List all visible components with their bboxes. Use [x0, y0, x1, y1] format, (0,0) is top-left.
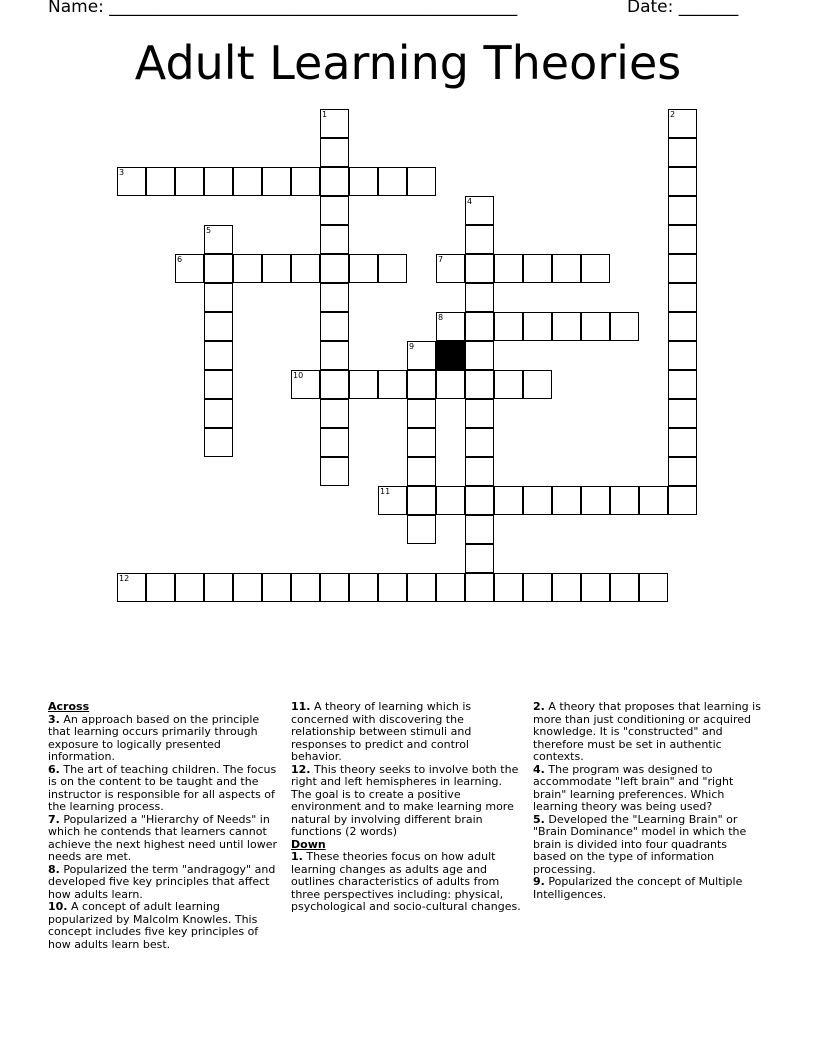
grid-cell[interactable]	[465, 457, 494, 486]
clues-column-3	[533, 701, 763, 901]
grid-cell[interactable]	[262, 573, 291, 602]
grid-cell[interactable]	[581, 312, 610, 341]
grid-cell[interactable]	[407, 341, 436, 370]
grid-cell[interactable]	[117, 573, 146, 602]
grid-cell[interactable]	[494, 370, 523, 399]
grid-cell[interactable]	[320, 254, 349, 283]
grid-cell[interactable]	[204, 225, 233, 254]
grid-cell[interactable]	[523, 312, 552, 341]
grid-cell[interactable]	[668, 312, 697, 341]
grid-cell[interactable]	[436, 370, 465, 399]
grid-cell[interactable]	[204, 167, 233, 196]
grid-cell[interactable]	[552, 312, 581, 341]
grid-cell[interactable]	[407, 515, 436, 544]
grid-cell[interactable]	[378, 254, 407, 283]
grid-cell[interactable]	[639, 573, 668, 602]
grid-cell[interactable]	[465, 573, 494, 602]
grid-cell[interactable]	[349, 167, 378, 196]
clue-number: 11	[380, 487, 391, 496]
grid-cell[interactable]	[523, 486, 552, 515]
grid-cell[interactable]	[175, 167, 204, 196]
grid-cell[interactable]	[233, 167, 262, 196]
grid-cell[interactable]	[668, 370, 697, 399]
clue-across-11: 11. A theory of learning which is concerned with discovering the relationship between stimuli and responses to predict and control behavior.	[291, 700, 472, 763]
grid-cell[interactable]	[349, 573, 378, 602]
grid-cell[interactable]	[378, 370, 407, 399]
clue-number: 2	[670, 110, 676, 119]
grid-cell[interactable]	[320, 573, 349, 602]
grid-cell[interactable]	[407, 486, 436, 515]
grid-cell[interactable]	[465, 254, 494, 283]
grid-cell[interactable]	[668, 109, 697, 138]
grid-cell[interactable]	[349, 370, 378, 399]
grid-cell[interactable]	[291, 370, 320, 399]
grid-cell[interactable]	[320, 167, 349, 196]
grid-cell[interactable]	[523, 573, 552, 602]
grid-cell[interactable]	[204, 370, 233, 399]
grid-cell[interactable]	[291, 167, 320, 196]
grid-cell[interactable]	[233, 573, 262, 602]
grid-cell[interactable]	[175, 573, 204, 602]
grid-cell[interactable]	[668, 341, 697, 370]
grid-cell[interactable]	[407, 428, 436, 457]
grid-cell[interactable]	[407, 167, 436, 196]
grid-cell[interactable]	[581, 254, 610, 283]
grid-cell[interactable]	[465, 196, 494, 225]
grid-cell[interactable]	[262, 167, 291, 196]
grid-cell[interactable]	[204, 312, 233, 341]
grid-cell[interactable]	[668, 196, 697, 225]
down-heading: Down	[291, 837, 326, 851]
grid-cell[interactable]	[668, 457, 697, 486]
grid-cell[interactable]	[610, 312, 639, 341]
clue-number: 8	[438, 313, 444, 322]
grid-cell[interactable]	[407, 573, 436, 602]
grid-cell[interactable]	[668, 486, 697, 515]
grid-cell[interactable]	[668, 399, 697, 428]
grid-cell[interactable]	[610, 573, 639, 602]
clues-column-2	[291, 701, 521, 914]
grid-cell[interactable]	[320, 341, 349, 370]
grid-cell[interactable]	[320, 109, 349, 138]
grid-cell[interactable]	[204, 399, 233, 428]
grid-cell[interactable]	[117, 167, 146, 196]
grid-cell[interactable]	[465, 341, 494, 370]
grid-cell[interactable]	[320, 138, 349, 167]
clue-across-7: 7. Popularized a "Hierarchy of Needs" in which he contends that learners cannot achieve the next highest need until lower needs are met.	[48, 812, 277, 863]
grid-cell[interactable]	[465, 225, 494, 254]
grid-cell[interactable]	[436, 254, 465, 283]
grid-cell[interactable]	[291, 254, 320, 283]
across-heading: Across	[48, 700, 90, 713]
grid-cell[interactable]	[668, 225, 697, 254]
grid-cell[interactable]	[494, 312, 523, 341]
date-line: Date: _______	[627, 0, 739, 17]
grid-cell[interactable]	[668, 167, 697, 196]
grid-cell[interactable]	[610, 486, 639, 515]
grid-cell[interactable]	[407, 399, 436, 428]
grid-cell[interactable]	[378, 167, 407, 196]
grid-cell[interactable]	[465, 399, 494, 428]
name-line: Name: ________________________________________________	[48, 0, 518, 17]
grid-cell[interactable]	[291, 573, 320, 602]
blocked-cell	[436, 341, 465, 370]
grid-cell[interactable]	[639, 486, 668, 515]
grid-cell[interactable]	[465, 486, 494, 515]
grid-cell[interactable]	[320, 196, 349, 225]
grid-cell[interactable]	[436, 486, 465, 515]
clue-number: 5	[206, 226, 212, 235]
grid-cell[interactable]	[523, 370, 552, 399]
clue-down-2: 2. A theory that proposes that learning is more than just conditioning or acquired knowledge. It is "constructed" and therefore must be set in authentic contexts.	[533, 700, 761, 763]
grid-cell[interactable]	[523, 254, 552, 283]
grid-cell[interactable]	[146, 573, 175, 602]
grid-cell[interactable]	[204, 283, 233, 312]
grid-cell[interactable]	[465, 428, 494, 457]
grid-cell[interactable]	[494, 254, 523, 283]
grid-cell[interactable]	[465, 515, 494, 544]
grid-cell[interactable]	[552, 254, 581, 283]
clue-number: 10	[293, 371, 304, 380]
grid-cell[interactable]	[581, 486, 610, 515]
grid-cell[interactable]	[262, 254, 291, 283]
grid-cell[interactable]	[320, 283, 349, 312]
clue-number: 9	[409, 342, 415, 351]
clue-down-9: 9. Popularized the concept of Multiple Intelligences.	[533, 875, 743, 901]
clue-down-1: 1. These theories focus on how adult learning changes as adults age and outlines characteristics of adults from three perspectives including: physical, psychological and socio-cultural changes.	[291, 850, 521, 913]
clue-across-8: 8. Popularized the term "andragogy" and developed five key principles that affect how adults learn.	[48, 862, 276, 901]
grid-cell[interactable]	[668, 138, 697, 167]
clues-column-1	[48, 701, 278, 951]
grid-cell[interactable]	[465, 544, 494, 573]
grid-cell[interactable]	[465, 283, 494, 312]
clue-number: 3	[119, 168, 125, 177]
grid-cell[interactable]	[494, 486, 523, 515]
clue-number: 6	[177, 255, 183, 264]
grid-cell[interactable]	[436, 312, 465, 341]
clue-across-10: 10. A concept of adult learning popularized by Malcolm Knowles. This concept includes five key principles of how adults learn best.	[48, 900, 259, 951]
grid-cell[interactable]	[204, 341, 233, 370]
grid-cell[interactable]	[552, 486, 581, 515]
grid-cell[interactable]	[320, 428, 349, 457]
grid-cell[interactable]	[407, 370, 436, 399]
clue-number: 1	[322, 110, 328, 119]
clue-down-4: 4. The program was designed to accommodate "left brain" and "right brain" learning preferences. Which learning theory was being used?	[533, 762, 734, 813]
grid-cell[interactable]	[175, 254, 204, 283]
grid-cell[interactable]	[204, 573, 233, 602]
clue-across-12: 12. This theory seeks to involve both the right and left hemispheres in learning. The goal is to create a positive environment and to make learning more natural by involving different brain functions (2 words)	[291, 762, 519, 838]
grid-cell[interactable]	[465, 370, 494, 399]
clue-number: 4	[467, 197, 473, 206]
clue-number: 7	[438, 255, 444, 264]
grid-cell[interactable]	[378, 486, 407, 515]
puzzle-title: Adult Learning Theories	[134, 36, 682, 90]
grid-cell[interactable]	[552, 573, 581, 602]
clue-across-3: 3. An approach based on the principle that learning occurs primarily through exposure to logically presented information.	[48, 712, 260, 763]
grid-cell[interactable]	[320, 457, 349, 486]
clue-across-6: 6. The art of teaching children. The focus is on the content to be taught and the instructor is responsible for all aspects of the learning process.	[48, 762, 277, 813]
grid-cell[interactable]	[668, 254, 697, 283]
grid-cell[interactable]	[204, 254, 233, 283]
grid-cell[interactable]	[320, 370, 349, 399]
grid-cell[interactable]	[320, 225, 349, 254]
clue-number: 12	[119, 574, 130, 583]
grid-cell[interactable]	[378, 573, 407, 602]
grid-cell[interactable]	[668, 283, 697, 312]
grid-cell[interactable]	[581, 573, 610, 602]
grid-cell[interactable]	[436, 573, 465, 602]
clue-down-5: 5. Developed the "Learning Brain" or "Brain Dominance" model in which the brain is divided into four quadrants based on the type of information processing.	[533, 812, 747, 876]
grid-cell[interactable]	[668, 428, 697, 457]
grid-cell[interactable]	[233, 254, 262, 283]
grid-cell[interactable]	[349, 254, 378, 283]
grid-cell[interactable]	[494, 573, 523, 602]
grid-cell[interactable]	[465, 312, 494, 341]
grid-cell[interactable]	[407, 457, 436, 486]
grid-cell[interactable]	[146, 167, 175, 196]
grid-cell[interactable]	[320, 399, 349, 428]
grid-cell[interactable]	[320, 312, 349, 341]
grid-cell[interactable]	[204, 428, 233, 457]
